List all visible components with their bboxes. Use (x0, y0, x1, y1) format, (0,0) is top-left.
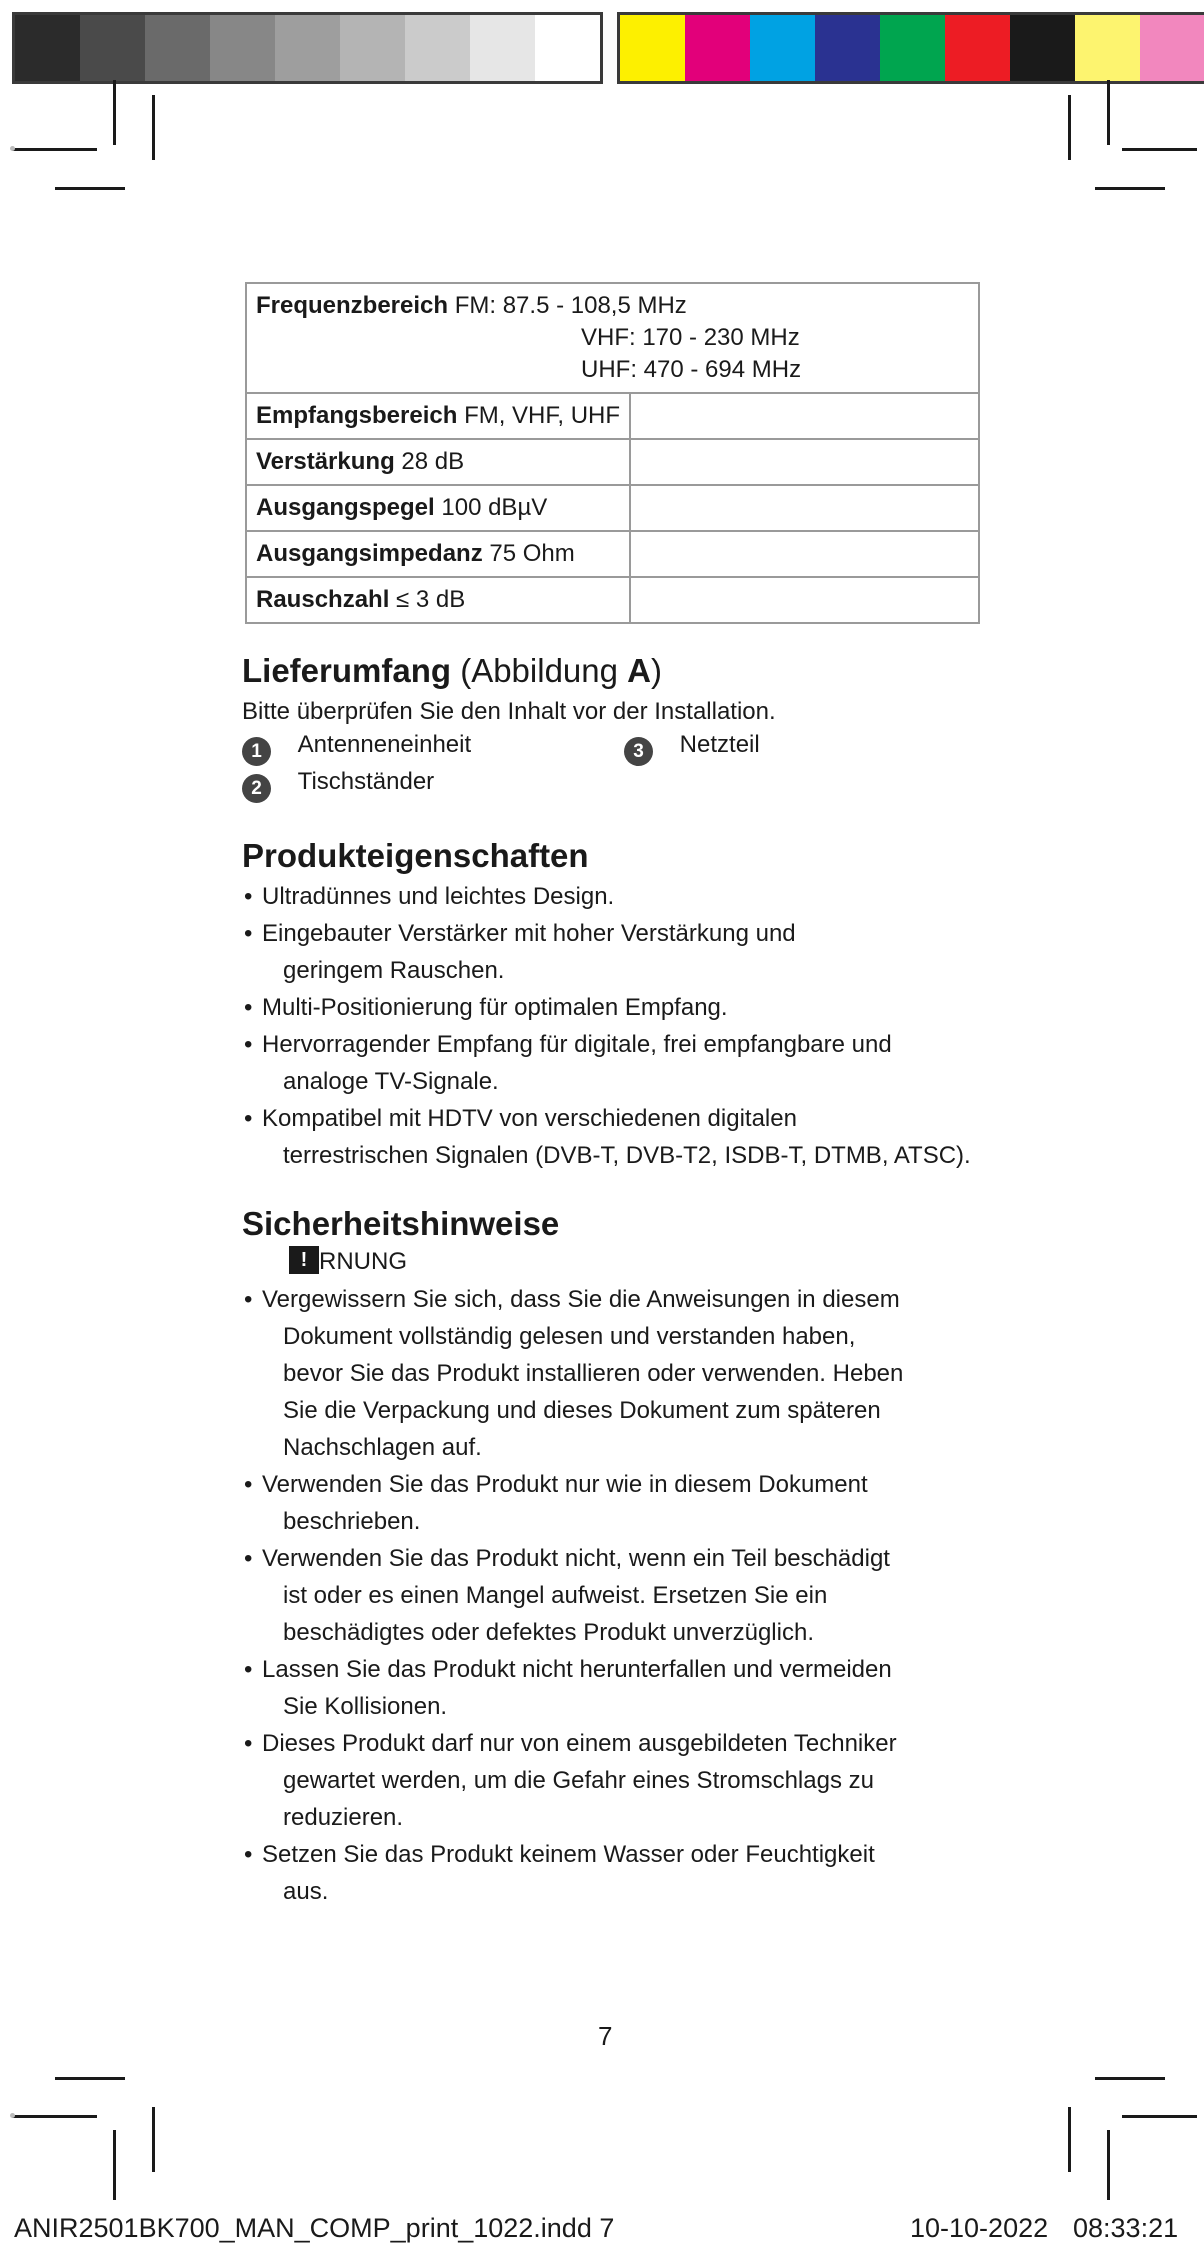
gray-swatch (470, 15, 535, 81)
spec-label: Ausgangspegel (256, 494, 435, 521)
bullet-item: • Ultradünnes und leichtes Design. (242, 878, 1002, 915)
specification-table (245, 282, 980, 624)
color-swatch (945, 15, 1010, 81)
gray-color-bar (12, 12, 603, 84)
color-swatch (620, 15, 685, 81)
warning-label: !RNUNG (289, 1243, 407, 1280)
bullet-item: • Vergewissern Sie sich, dass Sie die Anweisungen in diesem Dokument vollständig gelesen und verstanden haben, bevor Sie das Produkt installieren oder verwenden. Heben Sie die Verpackung und dieses Dokument zum späteren Nachschlagen auf. (242, 1281, 1002, 1466)
number-badge: 2 (242, 774, 271, 803)
color-swatch (815, 15, 880, 81)
feature-list (242, 878, 1002, 1174)
spec-value: 75 Ohm (489, 540, 575, 567)
bullet-item: • Hervorragender Empfang für digitale, frei empfangbare und analoge TV-Signale. (242, 1026, 1002, 1100)
number-badge: 1 (242, 737, 271, 766)
gray-swatch (275, 15, 340, 81)
warning-icon (289, 1246, 319, 1274)
spec-value: FM, VHF, UHF (464, 402, 621, 429)
gray-swatch (210, 15, 275, 81)
footer-filename: ANIR2501BK700_MAN_COMP_print_1022.indd 7 (14, 2213, 615, 2243)
spec-row-gain (246, 439, 979, 485)
color-swatch (750, 15, 815, 81)
list-item: 3 Netzteil (624, 726, 760, 766)
heading-produkteigenschaften: Produkteigenschaften (242, 837, 589, 874)
footer-date: 10-10-2022 (910, 2213, 1049, 2243)
bullet-item: • Multi-Positionierung für optimalen Empfang. (242, 989, 1002, 1026)
spec-label: Verstärkung (256, 448, 395, 475)
spec-label: Rauschzahl (256, 586, 390, 613)
spec-value: 28 dB (401, 448, 465, 475)
gray-swatch (340, 15, 405, 81)
bullet-item: • Kompatibel mit HDTV von verschiedenen digitalen terrestrischen Signalen (DVB-T, DVB-T2, ISDB-T, DTMB, ATSC). (242, 1100, 1002, 1174)
lieferumfang-intro: Bitte überprüfen Sie den Inhalt vor der Installation. (242, 698, 776, 725)
bullet-item: • Eingebauter Verstärker mit hoher Verstärkung und geringem Rauschen. (242, 915, 1002, 989)
color-swatch (685, 15, 750, 81)
footer-time: 08:33:21 (1073, 2213, 1179, 2243)
bullet-item: • Verwenden Sie das Produkt nur wie in diesem Dokument beschrieben. (242, 1466, 1002, 1540)
color-swatch (1140, 15, 1204, 81)
spec-row-output-level (246, 485, 979, 531)
list-item: 2 Tischständer (242, 763, 434, 803)
spec-value-uhf: UHF: 470 - 694 MHz (581, 356, 802, 383)
bullet-item: • Verwenden Sie das Produkt nicht, wenn ein Teil beschädigt ist oder es einen Mangel aufweist. Ersetzen Sie ein beschädigtes oder defektes Produkt unverzüglich. (242, 1540, 1002, 1651)
page-number: 7 (598, 2021, 613, 2051)
list-item: 1 Antenneneinheit (242, 726, 471, 766)
gray-swatch (145, 15, 210, 81)
color-swatch (1010, 15, 1075, 81)
figure-reference: (Abbildung A) (460, 652, 662, 689)
spec-value: FM: 87.5 - 108,5 MHz (454, 292, 687, 319)
spec-label: Ausgangsimpedanz (256, 540, 483, 567)
safety-list (242, 1281, 1002, 1910)
spec-row-reception (246, 393, 979, 439)
spec-row-frequency (246, 283, 979, 393)
bullet-item: • Setzen Sie das Produkt keinem Wasser oder Feuchtigkeit aus. (242, 1836, 1002, 1910)
spec-row-impedance (246, 531, 979, 577)
bullet-item: • Lassen Sie das Produkt nicht herunterfallen und vermeiden Sie Kollisionen. (242, 1651, 1002, 1725)
number-badge: 3 (624, 737, 653, 766)
gray-swatch (80, 15, 145, 81)
spec-value-vhf: VHF: 170 - 230 MHz (581, 324, 800, 351)
heading-sicherheitshinweise: Sicherheitshinweise (242, 1205, 560, 1242)
bullet-item: • Dieses Produkt darf nur von einem ausgebildeten Techniker gewartet werden, um die Gefahr eines Stromschlags zu reduzieren. (242, 1725, 1002, 1836)
spec-label: Empfangsbereich (256, 402, 458, 429)
gray-swatch (15, 15, 80, 81)
heading-lieferumfang: Lieferumfang (Abbildung A) (242, 652, 662, 689)
spec-value: ≤ 3 dB (396, 586, 466, 613)
gray-swatch (405, 15, 470, 81)
color-swatch (1075, 15, 1140, 81)
color-swatch (880, 15, 945, 81)
process-color-bar (617, 12, 1204, 84)
spec-label: Frequenzbereich (256, 292, 449, 319)
spec-row-noise (246, 577, 979, 623)
gray-swatch (535, 15, 600, 81)
spec-value: 100 dBµV (441, 494, 548, 521)
